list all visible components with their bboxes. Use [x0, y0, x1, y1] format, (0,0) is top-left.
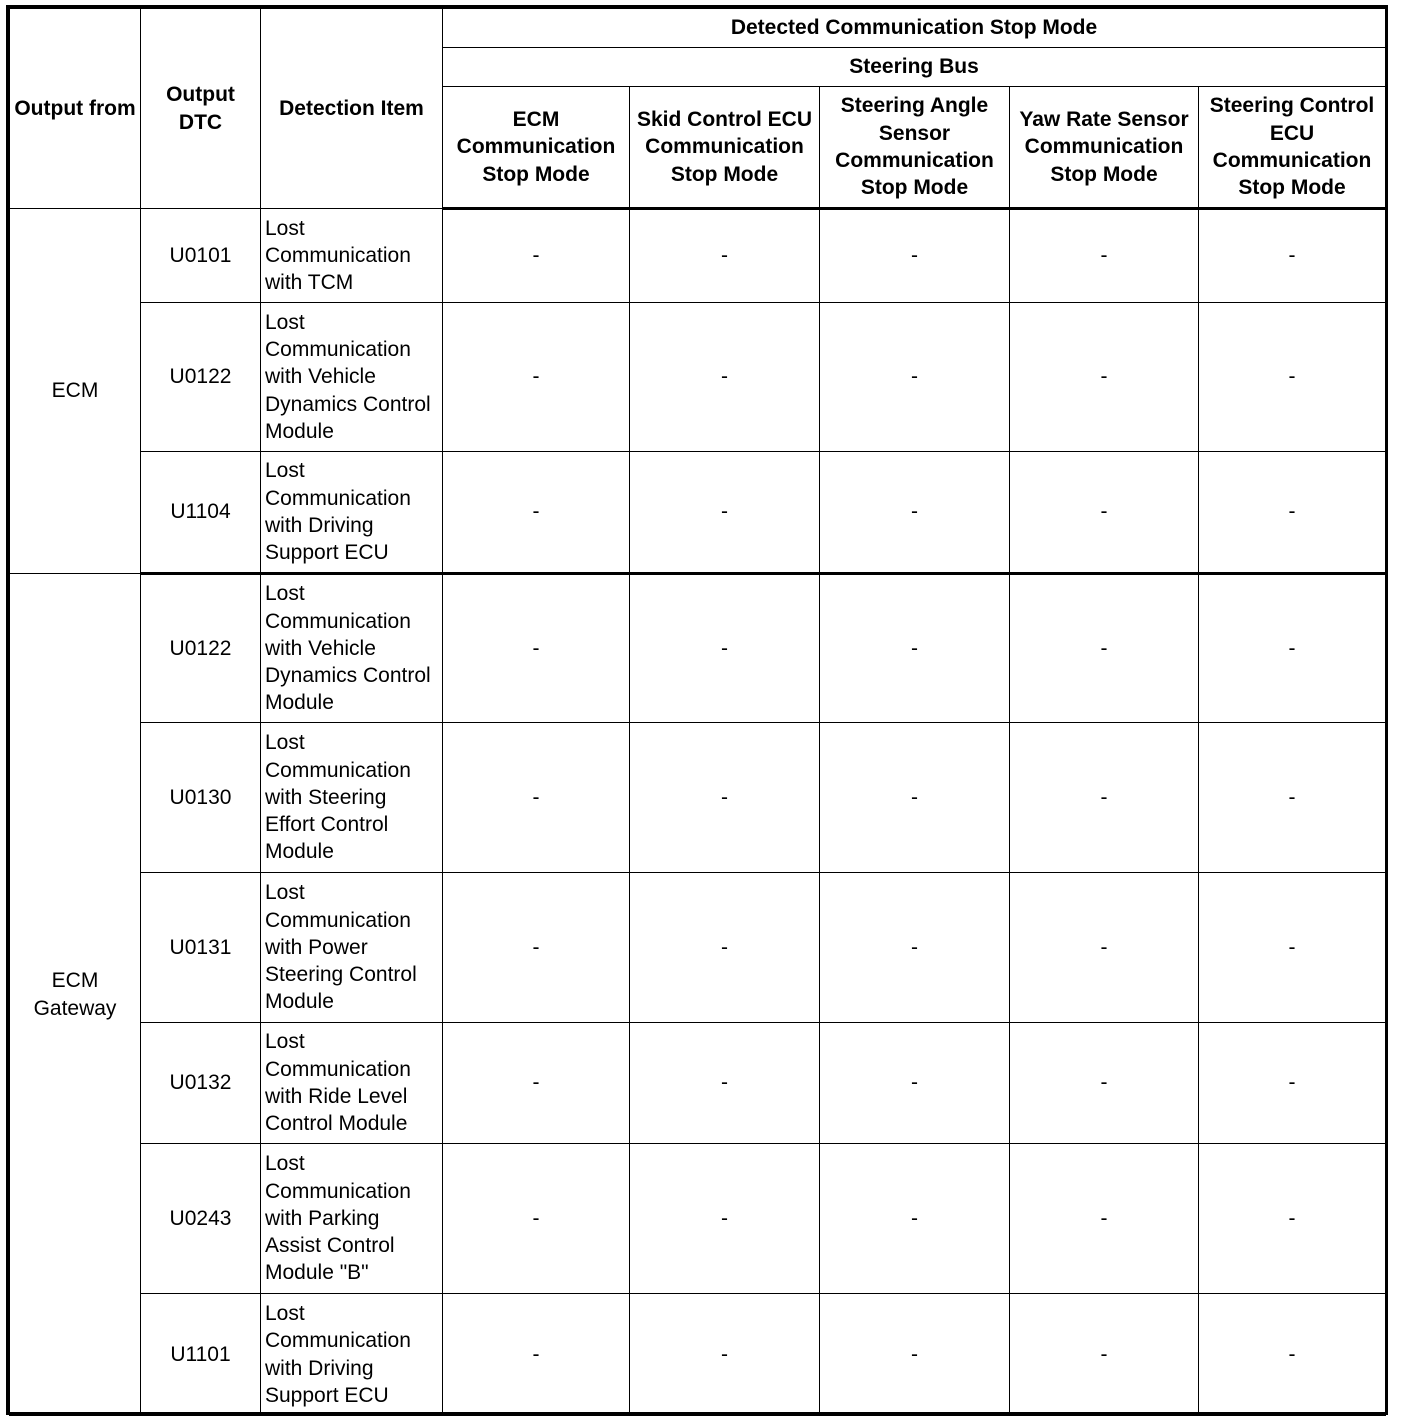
- header-detection-item: Detection Item: [261, 9, 443, 209]
- detection-item-cell: Lost Communication with Steering Effort Control Module: [261, 723, 443, 873]
- dtc-table: [9, 8, 1386, 1416]
- value-cell: -: [443, 574, 630, 723]
- value-cell: -: [443, 723, 630, 873]
- value-cell: -: [630, 209, 820, 303]
- value-cell: -: [630, 574, 820, 723]
- table-row: [10, 209, 1386, 303]
- header-col-steering-angle: Steering Angle Sensor Communication Stop Mode: [820, 87, 1010, 209]
- header-col-skid-control: Skid Control ECU Communication Stop Mode: [630, 87, 820, 209]
- dtc-cell: U0122: [141, 574, 261, 723]
- value-cell: -: [1010, 723, 1199, 873]
- value-cell: -: [820, 452, 1010, 574]
- dtc-cell: U0131: [141, 873, 261, 1023]
- header-col-ecm: ECM Communication Stop Mode: [443, 87, 630, 209]
- value-cell: -: [443, 1023, 630, 1144]
- value-cell: -: [443, 1294, 630, 1416]
- value-cell: -: [630, 1294, 820, 1416]
- value-cell: -: [820, 574, 1010, 723]
- value-cell: -: [630, 452, 820, 574]
- header-col-yaw-rate: Yaw Rate Sensor Communication Stop Mode: [1010, 87, 1199, 209]
- value-cell: -: [820, 209, 1010, 303]
- detection-item-cell: Lost Communication with Parking Assist Control Module "B": [261, 1144, 443, 1294]
- dtc-cell: U1101: [141, 1294, 261, 1416]
- value-cell: -: [1010, 873, 1199, 1023]
- table-row: [10, 1294, 1386, 1416]
- header-row-1: [10, 9, 1386, 48]
- value-cell: -: [630, 303, 820, 452]
- value-cell: -: [820, 1023, 1010, 1144]
- value-cell: -: [1010, 1023, 1199, 1144]
- value-cell: -: [1199, 1144, 1386, 1294]
- dtc-cell: U0101: [141, 209, 261, 303]
- value-cell: -: [443, 1144, 630, 1294]
- detection-item-cell: Lost Communication with TCM: [261, 209, 443, 303]
- value-cell: -: [443, 303, 630, 452]
- table-row: [10, 452, 1386, 574]
- dtc-table-container: [6, 5, 1388, 1415]
- output-from-cell: ECM Gateway: [10, 574, 141, 1416]
- dtc-cell: U0130: [141, 723, 261, 873]
- value-cell: -: [1199, 303, 1386, 452]
- dtc-cell: U0243: [141, 1144, 261, 1294]
- table-row: [10, 1144, 1386, 1294]
- detection-item-cell: Lost Communication with Vehicle Dynamics Control Module: [261, 303, 443, 452]
- value-cell: -: [1010, 452, 1199, 574]
- table-row: [10, 303, 1386, 452]
- value-cell: -: [820, 303, 1010, 452]
- value-cell: -: [630, 723, 820, 873]
- value-cell: -: [443, 452, 630, 574]
- dtc-cell: U0122: [141, 303, 261, 452]
- value-cell: -: [820, 873, 1010, 1023]
- header-steering-bus: Steering Bus: [443, 48, 1386, 87]
- table-row: [10, 873, 1386, 1023]
- value-cell: -: [1010, 1294, 1199, 1416]
- dtc-cell: U0132: [141, 1023, 261, 1144]
- value-cell: -: [630, 1144, 820, 1294]
- dtc-cell: U1104: [141, 452, 261, 574]
- header-output-dtc: Output DTC: [141, 9, 261, 209]
- value-cell: -: [1199, 1023, 1386, 1144]
- header-col-steering-control: Steering Control ECU Communication Stop Mode: [1199, 87, 1386, 209]
- value-cell: -: [630, 873, 820, 1023]
- header-detected-mode: Detected Communication Stop Mode: [443, 9, 1386, 48]
- value-cell: -: [443, 209, 630, 303]
- table-row: [10, 574, 1386, 723]
- value-cell: -: [1010, 209, 1199, 303]
- value-cell: -: [820, 723, 1010, 873]
- value-cell: -: [1199, 574, 1386, 723]
- value-cell: -: [820, 1144, 1010, 1294]
- table-row: [10, 723, 1386, 873]
- value-cell: -: [1199, 452, 1386, 574]
- value-cell: -: [630, 1023, 820, 1144]
- header-output-from: Output from: [10, 9, 141, 209]
- value-cell: -: [1199, 873, 1386, 1023]
- detection-item-cell: Lost Communication with Driving Support ECU: [261, 1294, 443, 1416]
- detection-item-cell: Lost Communication with Ride Level Control Module: [261, 1023, 443, 1144]
- value-cell: -: [1199, 209, 1386, 303]
- detection-item-cell: Lost Communication with Driving Support ECU: [261, 452, 443, 574]
- value-cell: -: [443, 873, 630, 1023]
- value-cell: -: [1010, 1144, 1199, 1294]
- value-cell: -: [820, 1294, 1010, 1416]
- value-cell: -: [1010, 574, 1199, 723]
- value-cell: -: [1010, 303, 1199, 452]
- output-from-cell: ECM: [10, 209, 141, 574]
- detection-item-cell: Lost Communication with Power Steering Control Module: [261, 873, 443, 1023]
- value-cell: -: [1199, 723, 1386, 873]
- detection-item-cell: Lost Communication with Vehicle Dynamics Control Module: [261, 574, 443, 723]
- value-cell: -: [1199, 1294, 1386, 1416]
- table-row: [10, 1023, 1386, 1144]
